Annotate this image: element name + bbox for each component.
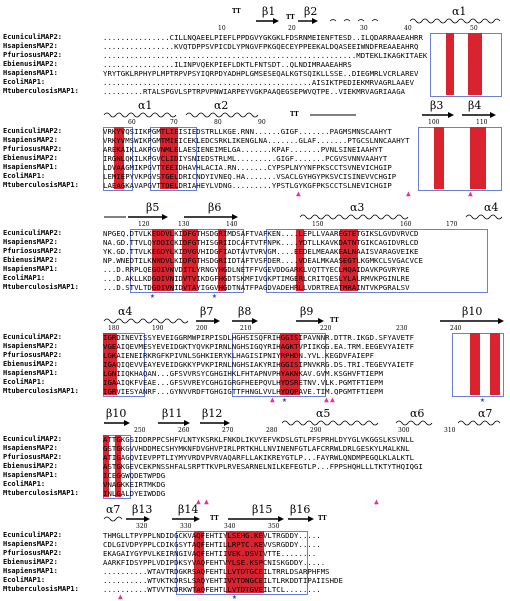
alpha-helix-coil [186, 113, 258, 117]
sequence-text: ..........WTAVTRDGKRSAQFEHTLLVTDTGCEILTRRLDSARPHFMS [103, 567, 330, 576]
sequence-text: VNAGKKEIRTMKDG [103, 480, 166, 489]
sequence-text: ................ILINPVQEKPIEFLDKTLFNTSDT..QLNDIMRAAEAHRS [103, 60, 352, 69]
ruler-tick-label: 40 [404, 25, 412, 32]
ruler-tick-label: 50 [470, 25, 478, 32]
beta-strand-arrow [298, 18, 318, 24]
sequence-text: ...D.AKLLKDGDIVNIDVTVIKDGFHGDTSKMFIVGKPTIMGERLCRITQESLYLALRMVKPGINLRE [103, 274, 410, 283]
species-name: PfuriosusMAP2: [3, 145, 63, 153]
species-name: PfuriosusMAP2: [3, 549, 63, 557]
beta-strand-arrow [200, 420, 230, 426]
sequence-text: ...D.STVLTDGDIVNIDVTAYIGGVHGDTNATFPAGDVADEHRLLVDRTREATMRAINTVKPGRALSV [103, 283, 410, 292]
species-name: EcoliMAP1: [3, 78, 46, 86]
ss-label: α2 [214, 99, 229, 112]
ruler-tick-label: 150 [312, 221, 324, 228]
ruler-tick-label: 250 [134, 427, 146, 434]
secondary-structure-track [0, 2, 510, 32]
ss-label: α3 [350, 201, 365, 214]
ruler-tick-label: 110 [476, 119, 488, 126]
marker-star: ★ [480, 395, 485, 404]
beta-strand-arrow [172, 516, 200, 522]
marker-triangle: ▲ [204, 497, 209, 506]
species-name: HsapiensMAP2: [3, 540, 58, 548]
sequence-text: LAEAGKAVAPGVTTDELDRIAHEYLVDNG.........YPSTLGYKGFPKSCCTSLNEVICHGIP [103, 181, 392, 190]
ruler-tick-label: 30 [360, 25, 368, 32]
ss-label: β3 [430, 99, 444, 112]
beta-strand-arrow [228, 516, 284, 522]
ruler-tick-label: 230 [396, 325, 408, 332]
sequence-text: EKAGAIYGYPVLKEIRNGIVAQFEHTIIVEK.DSVIVTTE........ [103, 549, 317, 558]
species-name: HsapiensMAP1: [3, 265, 58, 273]
species-name: EcoliMAP1: [3, 378, 46, 386]
ss-label: TT [290, 111, 299, 118]
sequence-text: VGEAIQEVMESYEVEIDGKTYQVKPIRNLNGHSIGQYRIHAGKTVPIIKGG.EA.TRM.EEGEVYAIETF [103, 342, 415, 351]
ss-label: β1 [262, 5, 276, 18]
marker-star: ★ [282, 395, 287, 404]
marker-triangle: ▲ [324, 395, 329, 404]
sequence-text: LDVAAGMIKPGVTTEEIDHAVHLACIA.RN.......CYPSPLNYYNFPKSCCTSVNEVICHGIP [103, 163, 392, 172]
ruler-tick-label: 270 [222, 427, 234, 434]
species-name: EcoliMAP1: [3, 274, 46, 282]
beta-strand-arrow [462, 112, 496, 118]
secondary-structure-track [0, 96, 510, 126]
ss-label: β9 [300, 305, 314, 318]
secondary-structure-track [0, 302, 510, 332]
species-name: HsapiensMAP2: [3, 42, 58, 50]
species-name: PfuriosusMAP2: [3, 247, 63, 255]
alpha-helix-coil [282, 421, 378, 425]
alignment-block-4 [0, 302, 510, 402]
ruler-tick-label: 210 [240, 325, 252, 332]
sequence-text: IGRDINEVISSYEVEIGGRMWPIRPISDLHGHSISQFRIHGGISIPAVNNR.DTTR.IKGD.SFYAVETF [103, 333, 415, 342]
ss-label: α7 [106, 503, 121, 516]
species-name: MtuberculosisMAP1: [3, 283, 79, 291]
sequence-text: ...............CILLNQAEELPIEFLPPDGVYGKGKLFDSRNMEIENFTESD..ILQDARRAAEAHRR [103, 33, 423, 42]
sequence-text: IGRVIESYANRF...GYNVVRDFTGHGIGTTFHNGLVVLHYDQPAVE.TIM.QPGMTFTIEPM [103, 387, 383, 396]
sequence-text: IGAQIQEVVEAYEVEIDGKKYPVKPIRNLNGHSIAKYRIHGGISIPNVKRG.DS.TRI.TEGEVYAIETF [103, 360, 415, 369]
marker-triangle: ▲ [118, 592, 123, 601]
alpha-helix-coil [466, 215, 502, 219]
secondary-structure-track [0, 198, 510, 228]
species-name: HsapiensMAP2: [3, 444, 58, 452]
beta-strand-arrow [232, 318, 258, 324]
sequence-text: .........RTALSPGVLSPTRPVPNWIARPEYVGKPAAQEGSEPWVQTPE..VIEKMRVAGRIAAGA [103, 87, 406, 96]
species-name: MtuberculosisMAP1: [3, 585, 79, 593]
sequence-text: INLGALDYEIWDDG [103, 489, 166, 498]
marker-triangle: ▲ [468, 189, 473, 198]
species-name: HsapiensMAP1: [3, 471, 58, 479]
species-name: PfuriosusMAP2: [3, 453, 63, 461]
ruler-tick-label: 160 [400, 221, 412, 228]
ss-label: β10 [106, 407, 127, 420]
ruler-tick-label: 60 [128, 119, 136, 126]
species-name: EbienusiMAP2: [3, 462, 58, 470]
beta-strand-arrow [256, 18, 279, 24]
species-name: HsapiensMAP2: [3, 342, 58, 350]
alignment-block-5 [0, 404, 510, 506]
species-name: HsapiensMAP1: [3, 567, 58, 575]
species-name: EcuniculiMAP2: [3, 229, 63, 237]
marker-triangle: ▲ [406, 189, 411, 198]
species-name: EcoliMAP1: [3, 172, 46, 180]
ruler-tick-label: 340 [224, 523, 236, 530]
species-name: EbienusiMAP2: [3, 60, 58, 68]
ruler-tick-label: 200 [196, 325, 208, 332]
ruler-tick-label: 320 [136, 523, 148, 530]
ss-label: α6 [410, 407, 425, 420]
marker-triangle: ▲ [270, 395, 275, 404]
ruler-tick-label: 100 [428, 119, 440, 126]
sequence-text: ASTGKGEVCEKPNSSHFALSRPTTKVPLRVESARNELNILKEFEGTLP...FPPSHQHLLLTKTYTHQIQGI [103, 462, 423, 471]
beta-strand-arrow [310, 112, 454, 118]
ruler-tick-label: 180 [108, 325, 120, 332]
species-name: EcuniculiMAP2: [3, 435, 63, 443]
ss-label: β2 [304, 5, 318, 18]
sequence-text: ICEGGWQDETWPDG [103, 471, 166, 480]
ruler-tick-label: 90 [258, 119, 266, 126]
species-name: EbienusiMAP2: [3, 360, 58, 368]
beta-strand-arrow [158, 420, 190, 426]
alpha-helix-coil [104, 517, 122, 521]
sequence-text: ...............................................AISIKTPEDIEKMRVAGRLAAEV [103, 78, 415, 87]
sequence-text: IGAAIQKFVEAE...GFSVVREYCGHGIGRGFHEEPQVLHYDSRETNV.VLK.PGMTFTIEPM [103, 378, 383, 387]
ruler-tick-label: 310 [444, 427, 456, 434]
sequence-text: ...D.RRPLQEGDIVNVDITLYRNGYHGDLNETFFVGEVDDGARKLVQTTYECLMQAIDAVKPGVRYRE [103, 265, 410, 274]
ruler-tick-label: 350 [268, 523, 280, 530]
sequence-text: ..........WTVKTKDRSLSAQYEHTIVVTDNGCEILTLRKDDTIPAIISHDE [103, 576, 343, 585]
sequence-text: THMGLLTPYPPLNDIDGCKVAQFEHTIYLSEHG.KEVLTRGDDY..... [103, 531, 321, 540]
ss-label: β8 [238, 305, 252, 318]
ss-label: TT [232, 8, 241, 15]
species-name: HsapiensMAP2: [3, 136, 58, 144]
sequence-text: YRYTGKLRPHYPLMPTRPVPSYIQRPDYADHPLGMSESEQALKGTSQIKLLSSE..DIEGMRLVCRLAREV [103, 69, 419, 78]
alpha-helix-coil [458, 421, 500, 425]
ruler-tick-label: 120 [138, 221, 150, 228]
species-name: EcuniculiMAP2: [3, 333, 63, 341]
beta-strand-arrow [184, 214, 238, 220]
species-name: HsapiensMAP1: [3, 369, 58, 377]
species-name: MtuberculosisMAP1: [3, 181, 79, 189]
sequence-text: NA.GD.TTVLQYDDICKIDFGTHISGRIIDCAFTVTFNPK....YDTLLKAVKDATNTGIKCAGIDVRLCD [103, 238, 419, 247]
beta-strand-arrow [296, 318, 324, 324]
ss-label: α7 [478, 407, 493, 420]
ss-label: β10 [462, 305, 483, 318]
ruler-tick-label: 220 [320, 325, 332, 332]
marker-triangle: ▲ [330, 395, 335, 404]
ss-label: α5 [316, 407, 331, 420]
sequence-text: ATTGKGSIDDRPPCSHFVLNTYKSRKLFNKDLIKVYEFVKDSLGTLPFSPRHLDYYGLVKGGSLKSVNLL [103, 435, 415, 444]
marker-star: ★ [232, 592, 237, 601]
species-name: EcuniculiMAP2: [3, 531, 63, 539]
ss-label: β5 [146, 201, 160, 214]
ruler-tick-label: 10 [218, 25, 226, 32]
species-name: EbienusiMAP2: [3, 558, 58, 566]
ss-label: TT [318, 515, 327, 522]
secondary-structure-track [0, 497, 510, 530]
ruler-tick-label: 190 [152, 325, 164, 332]
ss-label: β14 [178, 503, 199, 516]
ruler-tick-label: 300 [398, 427, 410, 434]
sequence-text: ..........WTVVTKDRKWTAQFEHTLLVTDTGVEILTCL........ [103, 585, 321, 594]
ss-label: β12 [202, 407, 223, 420]
alignment-block-3 [0, 198, 510, 298]
ruler-tick-label: 280 [266, 427, 278, 434]
species-name: EcoliMAP1: [3, 480, 46, 488]
alpha-helix-coil [300, 215, 408, 219]
ruler-tick-label: 330 [180, 523, 192, 530]
ss-label: TT [330, 317, 339, 324]
ss-label: β7 [200, 305, 214, 318]
marker-triangle: ▲ [196, 497, 201, 506]
alpha-helix-coil [104, 113, 176, 117]
species-name: MtuberculosisMAP1: [3, 489, 79, 497]
secondary-structure-track [0, 404, 510, 434]
ss-label: TT [210, 515, 219, 522]
sequence-text: VRKYVQSIIKPGMTLIEISIEDSTRLLKGE.RNN......GIGF.......PAGMSMNSCAAHYT [103, 127, 392, 136]
sequence-text: .........................................................MDTEKLIKAGKITAEK [103, 51, 428, 60]
ss-label: α4 [118, 305, 133, 318]
alpha-helix-coil [396, 421, 432, 425]
sequence-text: GSTGKGVVHDDMECSHYMKNFDVGHVPIRLPRTKHLLNVINENFGTLAFCRRWLDRLGESKYLMALKNL [103, 444, 410, 453]
sequence-text: VRKYVMSWIKPGMTMIEICEKLEDCSRKLIKENGLNA.......GLAF.......PTGCSLNNCAAHYT [103, 136, 410, 145]
species-name: PfuriosusMAP2: [3, 351, 63, 359]
ss-label: β6 [208, 201, 222, 214]
species-name: HsapiensMAP2: [3, 238, 58, 246]
sequence-text: NP.WNEDTILKNNDVLKIDFGTHSDGRIIDTAFTVSFDER....VDEALMKAASEGTLKGMKCLSVGACVCE [103, 256, 423, 265]
species-name: EbienusiMAP2: [3, 256, 58, 264]
species-name: EcuniculiMAP2: [3, 127, 63, 135]
species-name: EbienusiMAP2: [3, 154, 58, 162]
ruler-tick-label: 70 [170, 119, 178, 126]
ruler-tick-label: 240 [450, 325, 462, 332]
sequence-text: IRGNLQKILKPGVCLIDIYSNIEDSTRLML.........GIGF.......PCGVSVNNVAAHYT [103, 154, 388, 163]
marker-star: ★ [150, 291, 155, 300]
sequence-text: LGKAIENEIRKRGFKPIVNLSGHKIERYKLHAGISIPNIYRPHDN.YVL.KEGDVFAIEPF [103, 351, 375, 360]
marker-star: ★ [212, 291, 217, 300]
sequence-text: AARKFIDSYPPLVDIPDKSYVAQFEHTVYLSE.KSPCNISKGDDY..... [103, 558, 326, 567]
ruler-tick-label: 170 [446, 221, 458, 228]
species-name: HsapiensMAP1: [3, 163, 58, 171]
species-name: EcuniculiMAP2: [3, 33, 63, 41]
species-name: MtuberculosisMAP1: [3, 387, 79, 395]
ss-label: β13 [132, 503, 153, 516]
ss-label: α1 [138, 99, 153, 112]
species-name: EcoliMAP1: [3, 576, 46, 584]
sequence-text: AREKAIKLAKPGVNMLELAESIENEIMELGA.......KPAF.......PVNLSINEIAAHYT [103, 145, 383, 154]
ruler-tick-label: 20 [288, 25, 296, 32]
alignment-block-2 [0, 96, 510, 196]
ss-label: β16 [290, 503, 311, 516]
beta-strand-arrow [440, 318, 504, 324]
marker-triangle: ▲ [296, 189, 301, 198]
beta-strand-arrow [128, 214, 168, 220]
ss-label: α4 [484, 201, 499, 214]
beta-strand-arrow [196, 318, 220, 324]
turn-dots [330, 20, 378, 22]
beta-strand-arrow [126, 516, 150, 522]
ruler-tick-label: 260 [178, 427, 190, 434]
alpha-helix-coil [104, 319, 188, 323]
species-name: HsapiensMAP1: [3, 69, 58, 77]
alignment-block-1 [0, 2, 510, 96]
sequence-text: LGNIIQKHAQAN...GFSVVRSYCGHGIHKLFHTAPNVPHYAKNKAV.GVM.KSGHVFTIEPM [103, 369, 383, 378]
ruler-tick-label: 140 [226, 221, 238, 228]
sequence-text: YK.GD.TTVLKEGDYLKIDVGVHIDGFIADTAVTVRVGM....EEDELMEAAKEALNAAISVARAGVEIKE [103, 247, 419, 256]
ruler-tick-label: 130 [178, 221, 190, 228]
species-name: MtuberculosisMAP1: [3, 87, 79, 95]
ss-label: β4 [468, 99, 482, 112]
beta-strand-arrow [288, 516, 314, 522]
sequence-text: NPGEQ.DTVLKEDDVLKIDFGTHSDGRIMDSAFTVAFKEN....LEPLLVAAREGTETGIKSLGVDVRVCD [103, 229, 419, 238]
sequence-text: CDLGIVDPYPPLCDIKGSYTAQFEHTILLRPTC.KEVVSRGDDY..... [103, 540, 321, 549]
ruler-tick-label: 80 [214, 119, 222, 126]
alpha-helix-coil [410, 19, 500, 23]
species-name: PfuriosusMAP2: [3, 51, 63, 59]
ss-label: α1 [452, 5, 467, 18]
marker-triangle: ▲ [374, 497, 379, 506]
ss-label: β15 [252, 503, 273, 516]
ss-label: β11 [162, 407, 183, 420]
alignment-block-6 [0, 497, 510, 601]
ruler-tick-label: 290 [310, 427, 322, 434]
ss-label: TT [286, 14, 295, 21]
beta-strand-arrow [104, 420, 130, 426]
sequence-text: ................KVQTDPPSVPICDLYPNGVFPKGQECEYPPEEKALDQASEEIWNDFREAAEAHRQ [103, 42, 419, 51]
sequence-text: ATIGAGQVIEVPPTLIYMYVRDVPVRVAQARFLLAKIKREYGTLP...FAYRWLQNDMPEGQLKLALKTL [103, 453, 415, 462]
sequence-text: LEMIEPYVKPGVSTGELDRICNDYIVNEQ.HA.......VSACLGYHGYPKSVCISINEVVCHGIP [103, 172, 397, 181]
